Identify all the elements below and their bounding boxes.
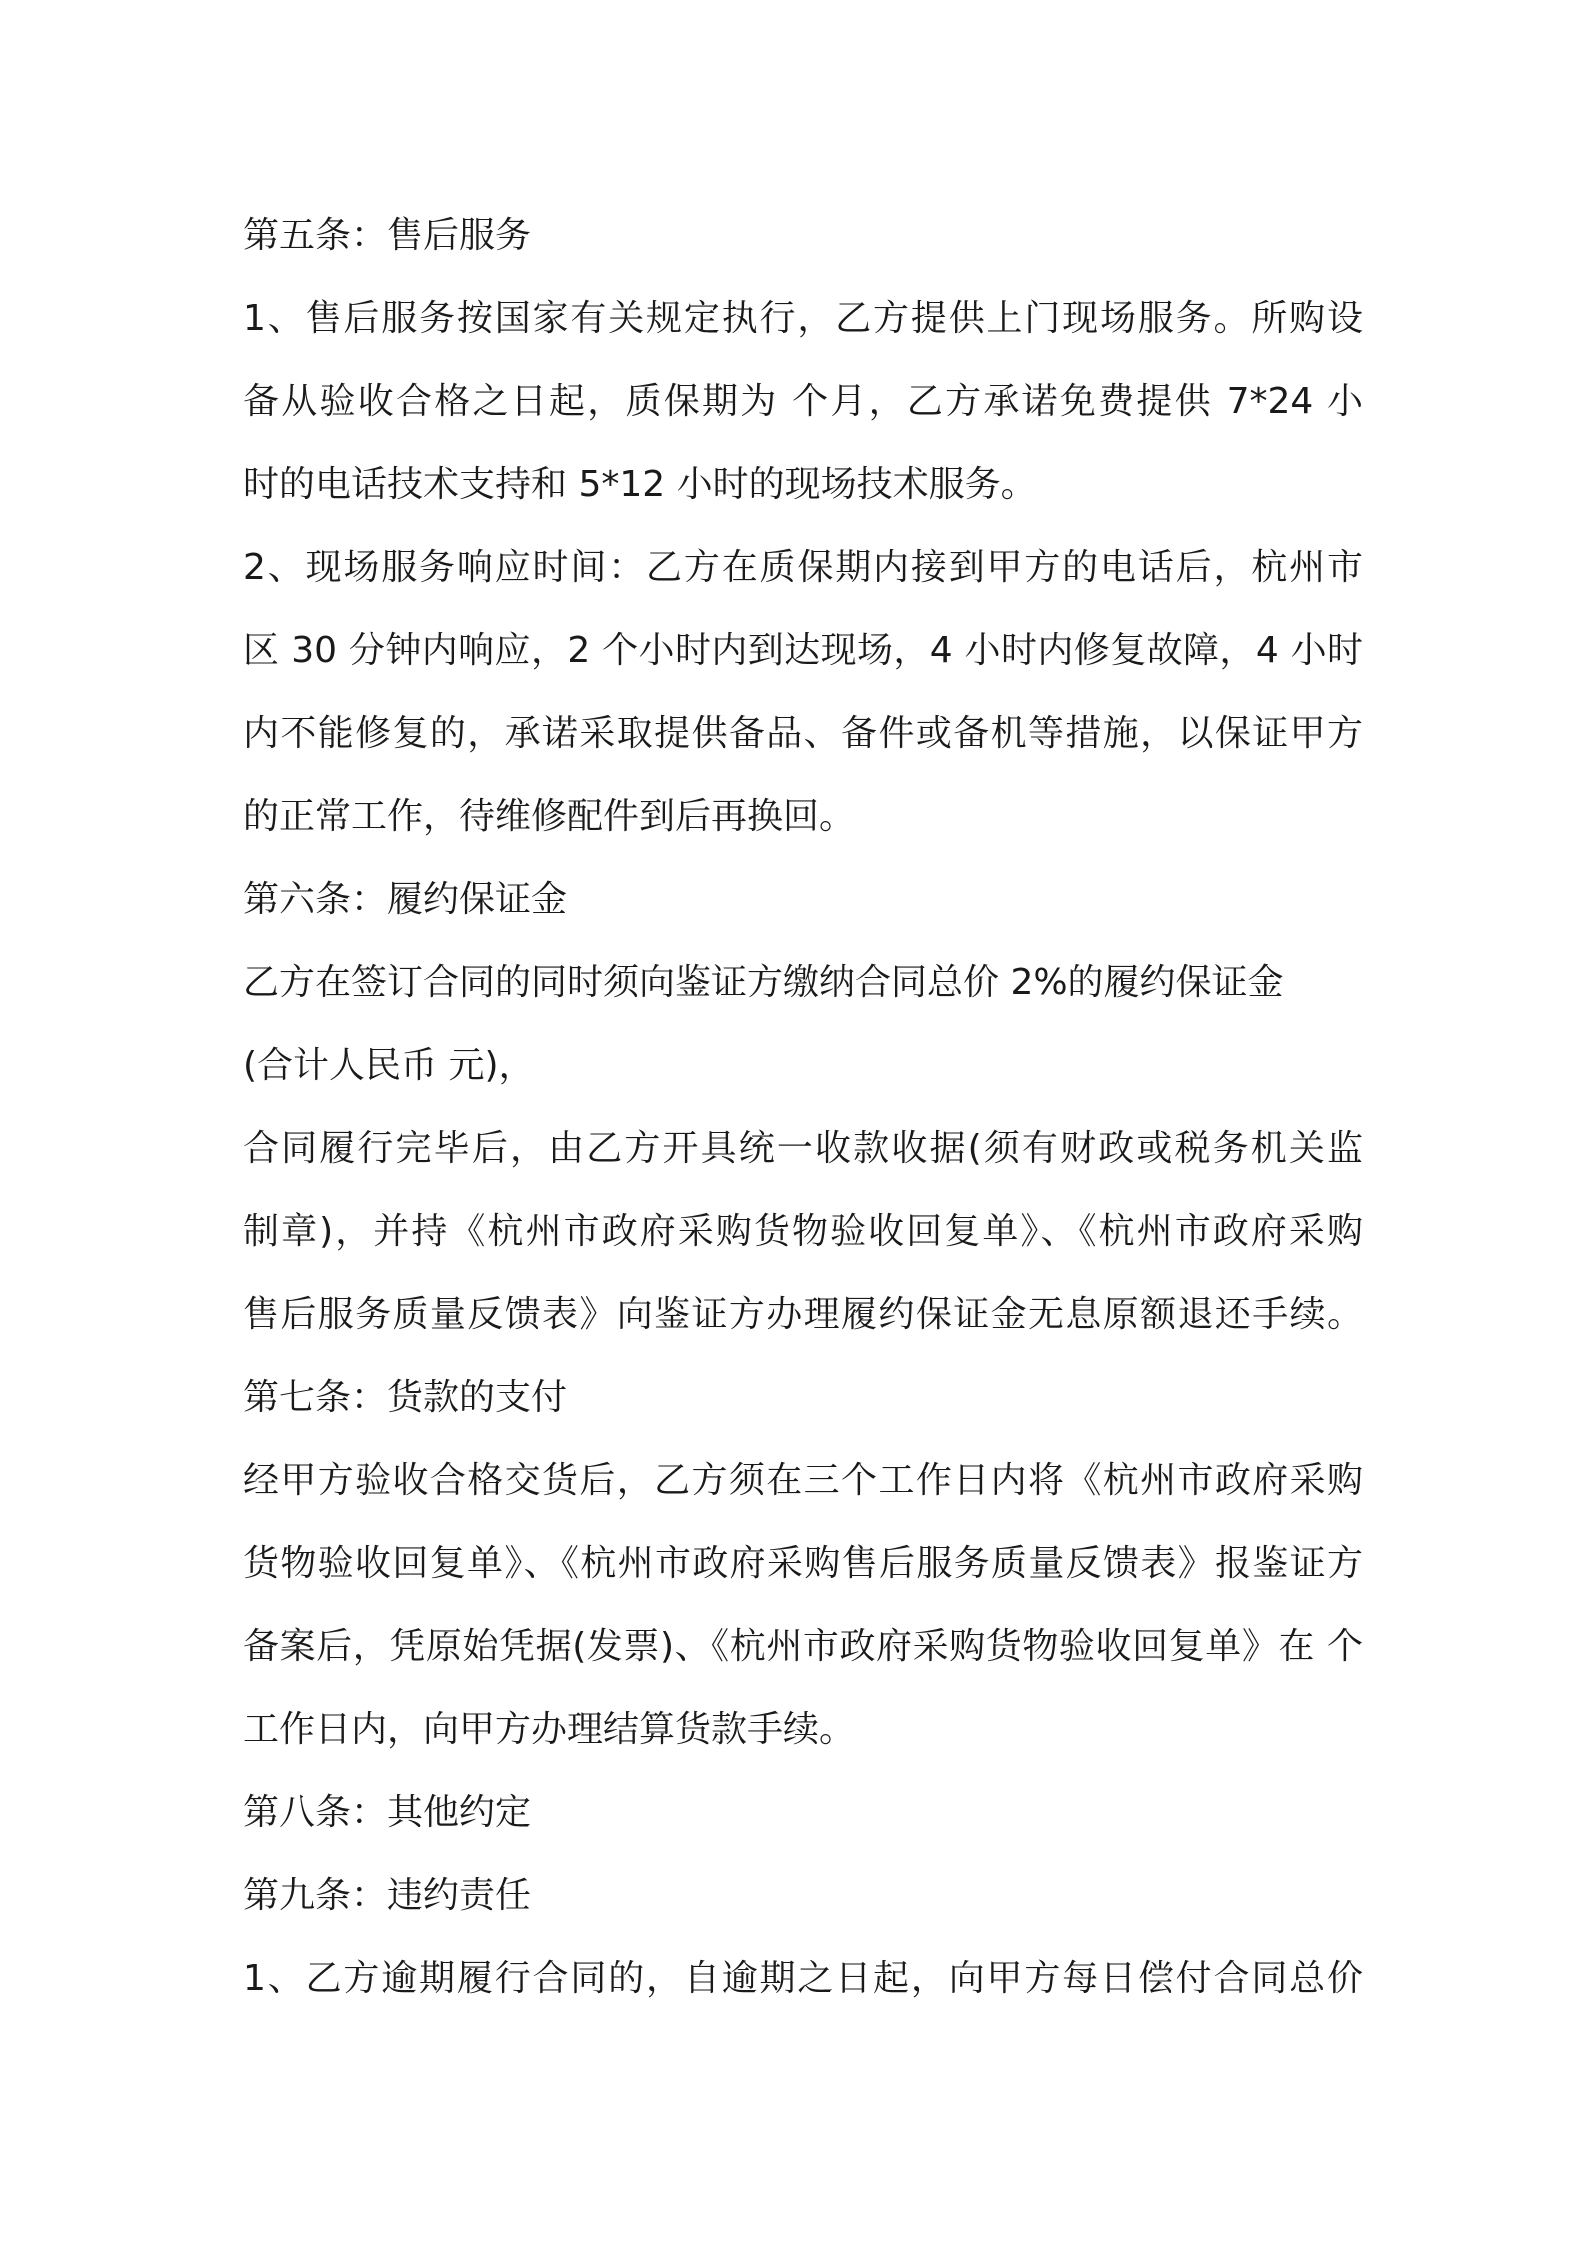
section-heading-9: 第九条：违约责任 (243, 1875, 532, 1916)
section-heading-5: 第五条：售后服务 (243, 215, 532, 256)
paragraph-line: 工作日内，向甲方办理结算货款手续。 (243, 1709, 856, 1750)
paragraph-line: 货物验收回复单》、《杭州市政府采购售后服务质量反馈表》报鉴证方 (243, 1543, 1363, 1584)
paragraph-line: 区 30 分钟内响应，2 个小时内到达现场，4 小时内修复故障，4 小时 (243, 630, 1363, 671)
paragraph-line: 内不能修复的，承诺采取提供备品、备件或备机等措施，以保证甲方 (243, 713, 1363, 754)
paragraph-line: 2、现场服务响应时间：乙方在质保期内接到甲方的电话后，杭州市 (243, 547, 1363, 588)
paragraph-line: 合同履行完毕后，由乙方开具统一收款收据(须有财政或税务机关监 (243, 1128, 1363, 1169)
paragraph-line: 制章)，并持《杭州市政府采购货物验收回复单》、《杭州市政府采购 (243, 1211, 1363, 1252)
paragraph-line: 时的电话技术支持和 5*12 小时的现场技术服务。 (243, 464, 1037, 505)
section-heading-6: 第六条：履约保证金 (243, 879, 568, 920)
paragraph-line: 1、售后服务按国家有关规定执行，乙方提供上门现场服务。所购设 (243, 298, 1363, 339)
section-heading-8: 第八条：其他约定 (243, 1792, 532, 1833)
paragraph-line: (合计人民币 元)， (243, 1045, 535, 1086)
paragraph-line: 备案后，凭原始凭据(发票)、《杭州市政府采购货物验收回复单》在 个 (243, 1626, 1363, 1667)
paragraph-line: 1、乙方逾期履行合同的，自逾期之日起，向甲方每日偿付合同总价 (243, 1958, 1363, 1999)
document-body (243, 194, 1363, 2020)
paragraph-line: 经甲方验收合格交货后，乙方须在三个工作日内将《杭州市政府采购 (243, 1460, 1363, 1501)
section-heading-7: 第七条：货款的支付 (243, 1377, 568, 1418)
paragraph-line: 备从验收合格之日起，质保期为 个月，乙方承诺免费提供 7*24 小 (243, 381, 1363, 422)
paragraph-line: 的正常工作，待维修配件到后再换回。 (243, 796, 856, 837)
paragraph-line: 乙方在签订合同的同时须向鉴证方缴纳合同总价 2%的履约保证金 (243, 962, 1284, 1003)
paragraph-line: 售后服务质量反馈表》向鉴证方办理履约保证金无息原额退还手续。 (243, 1294, 1363, 1335)
